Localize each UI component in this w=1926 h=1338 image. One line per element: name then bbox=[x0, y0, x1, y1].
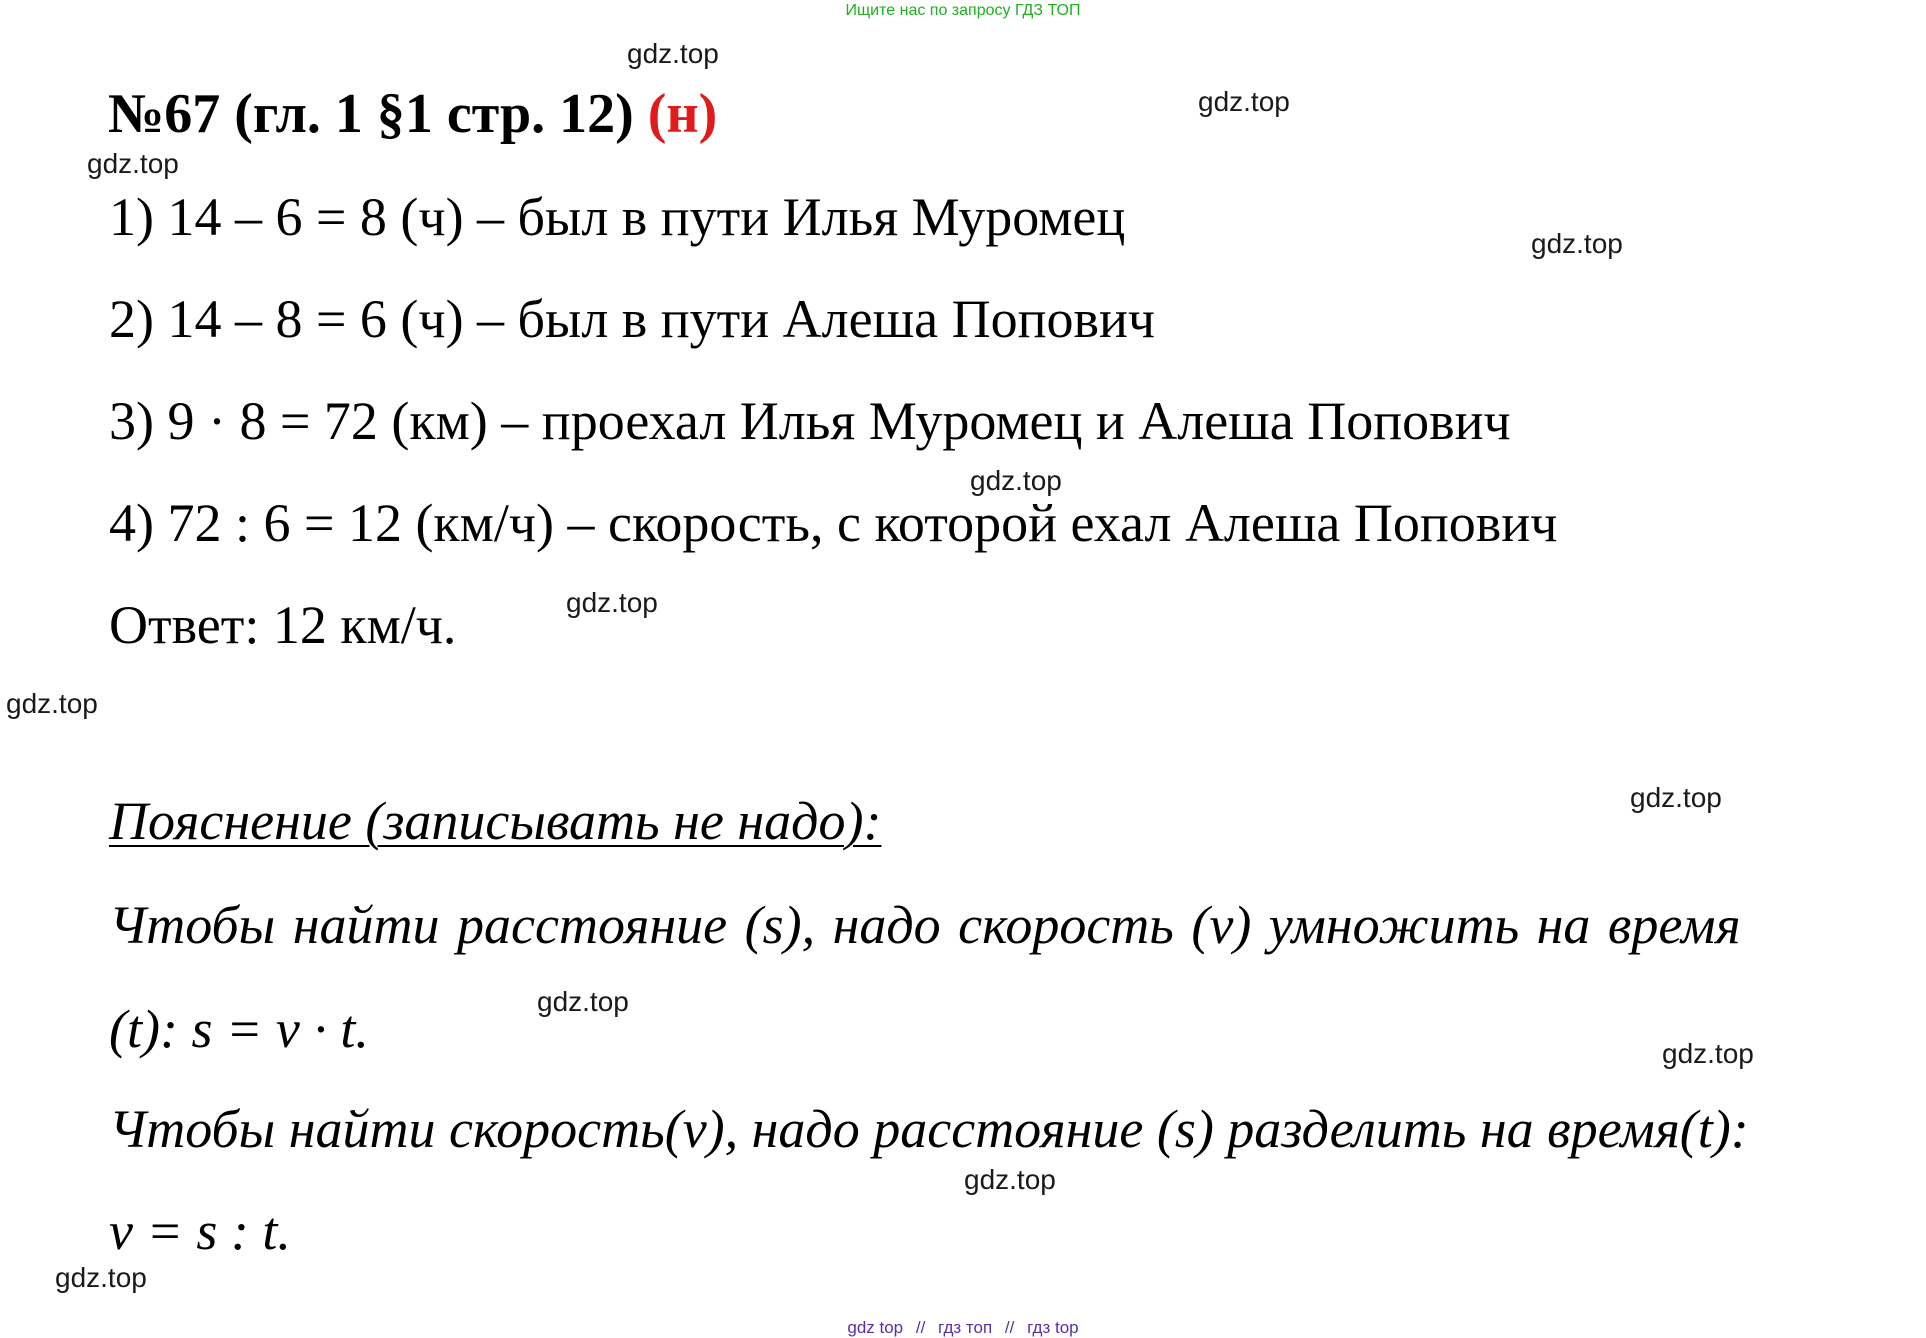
explanation-heading: Пояснение (записывать не надо): bbox=[109, 791, 882, 851]
watermark: gdz.top bbox=[566, 587, 658, 618]
explanation-line-2: (t): s = v · t. bbox=[109, 999, 369, 1059]
watermark: gdz.top bbox=[1662, 1038, 1754, 1069]
footer-separator: // bbox=[915, 1318, 926, 1337]
watermark: gdz.top bbox=[964, 1164, 1056, 1195]
watermark: gdz.top bbox=[87, 148, 179, 179]
watermark: gdz.top bbox=[55, 1262, 147, 1293]
solution-step-2: 2) 14 – 8 = 6 (ч) – был в пути Алеша Попович bbox=[109, 289, 1156, 349]
watermark: gdz.top bbox=[1198, 86, 1290, 117]
answer-line: Ответ: 12 км/ч. bbox=[109, 595, 457, 655]
task-title bbox=[108, 82, 717, 146]
explanation-line-3: Чтобы найти скорость(v), надо расстояние (s) разделить на время(t): bbox=[109, 1099, 1749, 1159]
solution-step-4: 4) 72 : 6 = 12 (км/ч) – скорость, с которой ехал Алеша Попович bbox=[109, 493, 1558, 553]
footer-separator: // bbox=[1004, 1318, 1015, 1337]
watermark: gdz.top bbox=[1531, 228, 1623, 259]
footer-link-2[interactable]: гдз топ bbox=[938, 1318, 993, 1337]
solution-step-1: 1) 14 – 6 = 8 (ч) – был в пути Илья Муромец bbox=[109, 187, 1126, 247]
watermark: gdz.top bbox=[627, 38, 719, 69]
solution-step-3: 3) 9 · 8 = 72 (км) – проехал Илья Муромец и Алеша Попович bbox=[109, 391, 1511, 451]
watermark: gdz.top bbox=[1630, 782, 1722, 813]
task-mark: (н) bbox=[647, 83, 718, 145]
explanation-line-1: Чтобы найти расстояние (s), надо скорость (v) умножить на время bbox=[109, 895, 1741, 955]
task-number: №67 (гл. 1 §1 стр. 12) bbox=[108, 83, 634, 145]
watermark: gdz.top bbox=[6, 688, 98, 719]
top-banner: Ищите нас по запросу ГДЗ ТОП bbox=[845, 2, 1081, 19]
footer-link-3[interactable]: гдз top bbox=[1027, 1318, 1079, 1337]
footer-links bbox=[0, 1318, 1926, 1338]
watermark: gdz.top bbox=[537, 986, 629, 1017]
explanation-line-4: v = s : t. bbox=[109, 1201, 291, 1261]
watermark: gdz.top bbox=[970, 465, 1062, 496]
footer-link-1[interactable]: gdz top bbox=[847, 1318, 904, 1337]
